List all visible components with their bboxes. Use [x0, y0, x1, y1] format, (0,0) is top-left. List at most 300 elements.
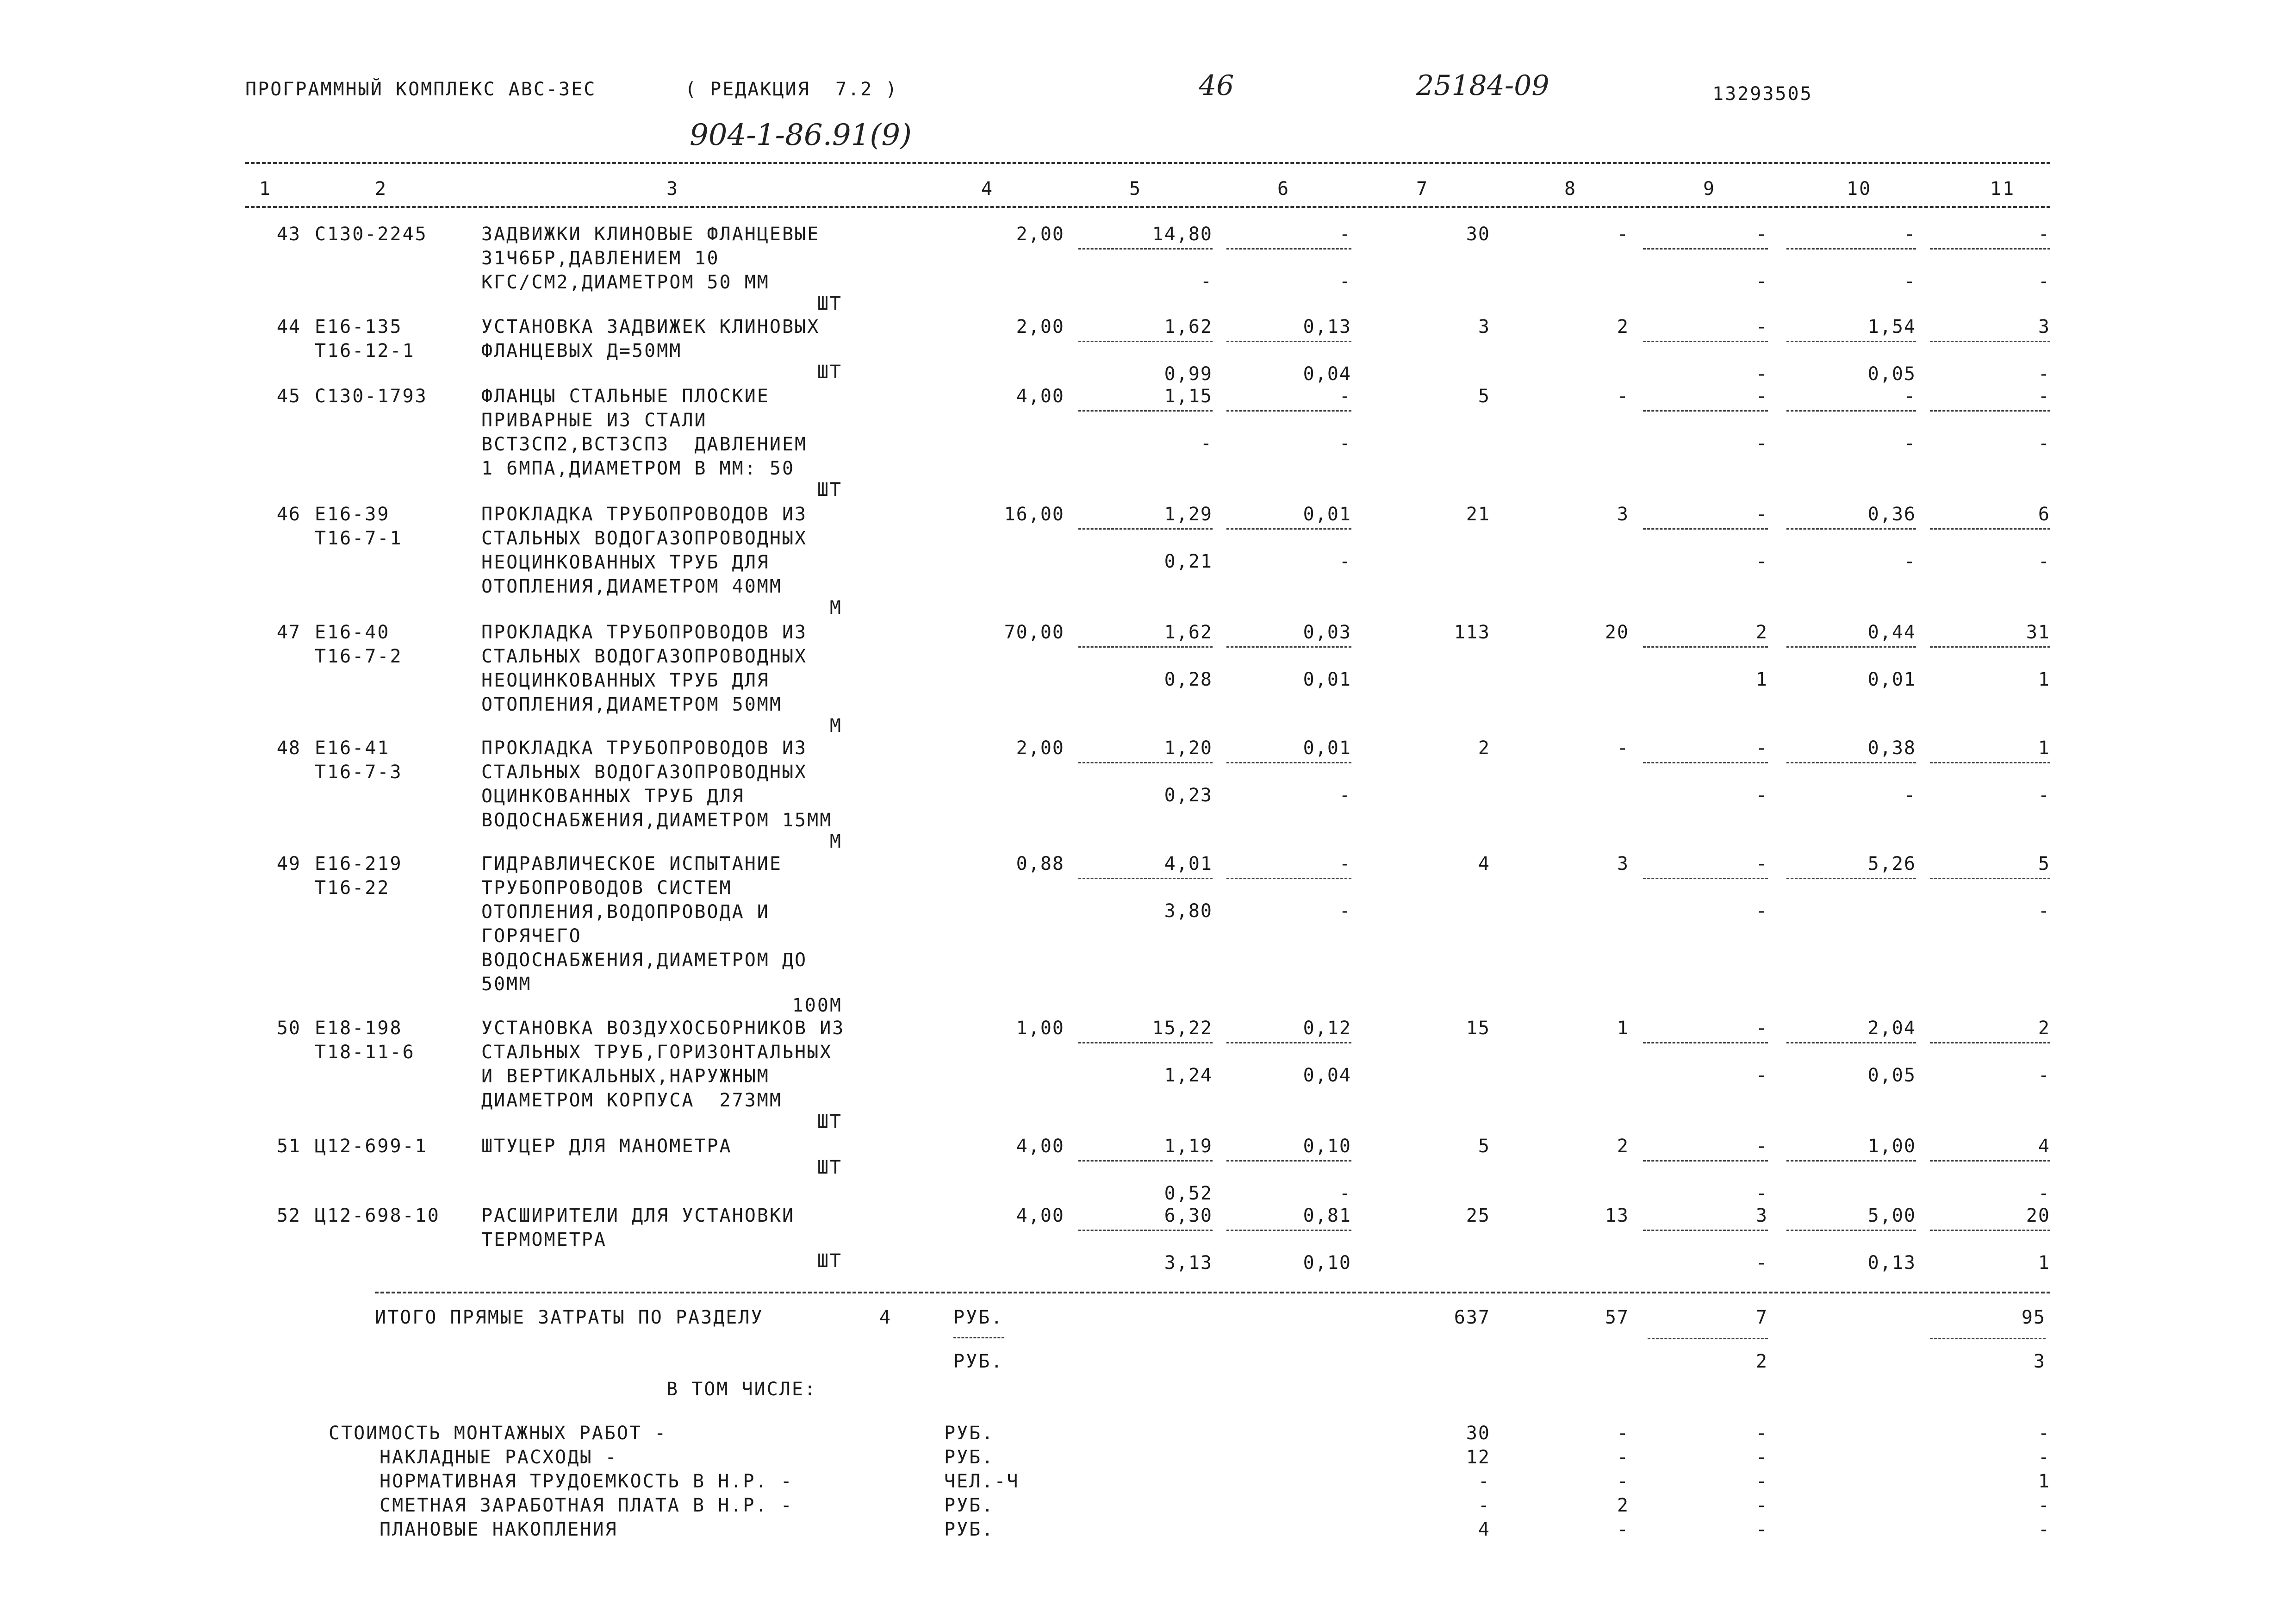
row-c9b: - [1755, 1183, 1768, 1204]
row-c8: 3 [1617, 853, 1629, 874]
row-rule [1643, 1230, 1768, 1231]
row-description: РАСШИРИТЕЛИ ДЛЯ УСТАНОВКИ [481, 1205, 795, 1226]
row-description: 31Ч6БР,ДАВЛЕНИЕМ 10 [481, 248, 720, 269]
row-description: СТАЛЬНЫХ ТРУБ,ГОРИЗОНТАЛЬНЫХ [481, 1042, 833, 1063]
edition-label: ( РЕДАКЦИЯ 7.2 ) [685, 79, 898, 100]
summary-col9: - [1755, 1423, 1768, 1444]
row-c5: 4,01 [1164, 853, 1213, 874]
row-description: ПРОКЛАДКА ТРУБОПРОВОДОВ ИЗ [481, 737, 808, 759]
summary-col7: - [1478, 1495, 1490, 1516]
summary-unit: ЧЕЛ.-Ч [944, 1471, 1020, 1492]
row-code: С130-2245 [315, 224, 428, 245]
row-qty: 2,00 [1016, 737, 1064, 759]
total-col7: 637 [1454, 1307, 1490, 1328]
row-rule [1930, 1042, 2050, 1043]
row-rule [1786, 248, 1916, 250]
row-code: Е18-198 [315, 1018, 403, 1039]
summary-col9: - [1755, 1471, 1768, 1492]
summary-col8: - [1617, 1447, 1629, 1468]
row-c6b: - [1339, 433, 1351, 454]
summary-col8: - [1617, 1423, 1629, 1444]
row-c9: - [1755, 504, 1768, 525]
row-code: Т18-11-6 [315, 1042, 415, 1063]
row-c5: 14,80 [1152, 224, 1213, 245]
document-number: 25184-09 [1416, 69, 1549, 102]
row-c7: 25 [1466, 1205, 1490, 1226]
row-rule [1643, 410, 1768, 412]
row-c7: 2 [1478, 737, 1490, 759]
row-c5b: 0,21 [1164, 551, 1213, 572]
row-c5b: - [1200, 433, 1213, 454]
row-c5: 1,19 [1164, 1136, 1213, 1157]
row-description: 50ММ [481, 974, 532, 995]
row-c7: 5 [1478, 1136, 1490, 1157]
row-c5b: 0,99 [1164, 363, 1213, 385]
total-unit-second: РУБ. [953, 1351, 1004, 1372]
row-c8: - [1617, 737, 1629, 759]
row-c9: - [1755, 386, 1768, 407]
row-c10: 1,54 [1867, 316, 1916, 337]
row-rule [1643, 762, 1768, 763]
row-c11: 3 [2038, 316, 2050, 337]
row-unit: 100М [792, 995, 842, 1016]
row-rule [1226, 1230, 1351, 1231]
row-rule [1226, 646, 1351, 648]
row-c10: 0,44 [1867, 622, 1916, 643]
row-number: 47 [276, 622, 301, 643]
row-c10b: 0,05 [1867, 1065, 1916, 1086]
row-description: УСТАНОВКА ВОЗДУХОСБОРНИКОВ ИЗ [481, 1018, 845, 1039]
row-rule [1078, 248, 1213, 250]
summary-col8: 2 [1617, 1495, 1629, 1516]
row-c10b: - [1904, 433, 1916, 454]
summary-col8: - [1617, 1471, 1629, 1492]
summary-col9: - [1755, 1495, 1768, 1516]
row-rule [1078, 1042, 1213, 1043]
row-c9b: 1 [1755, 669, 1768, 690]
row-c6b: 0,01 [1303, 669, 1351, 690]
row-rule [1930, 248, 2050, 250]
row-c8: 2 [1617, 316, 1629, 337]
summary-col11: - [2038, 1495, 2050, 1516]
row-c10b: - [1904, 271, 1916, 292]
row-rule [1226, 1042, 1351, 1043]
total-col9-rule [1648, 1338, 1768, 1339]
row-c6: 0,01 [1303, 737, 1351, 759]
row-c11b: - [2038, 900, 2050, 922]
row-c9: - [1755, 853, 1768, 874]
row-rule [1643, 878, 1768, 879]
row-description: УСТАНОВКА ЗАДВИЖЕК КЛИНОВЫХ [481, 316, 820, 337]
summary-unit: РУБ. [944, 1423, 995, 1444]
column-number-9: 9 [1703, 178, 1716, 200]
row-c10: - [1904, 224, 1916, 245]
total-col9: 7 [1755, 1307, 1768, 1328]
row-c7: 15 [1466, 1018, 1490, 1039]
row-rule [1226, 878, 1351, 879]
row-c6: 0,13 [1303, 316, 1351, 337]
row-rule [1786, 341, 1916, 342]
row-number: 43 [276, 224, 301, 245]
row-code: Т16-7-1 [315, 528, 403, 549]
row-number: 44 [276, 316, 301, 337]
row-c9: - [1755, 224, 1768, 245]
row-c6: 0,01 [1303, 504, 1351, 525]
summary-col7: 4 [1478, 1519, 1490, 1540]
row-c7: 30 [1466, 224, 1490, 245]
summary-col11: 1 [2038, 1471, 2050, 1492]
row-rule [1078, 1230, 1213, 1231]
row-c5b: 0,52 [1164, 1183, 1213, 1204]
row-unit: ШТ [817, 293, 842, 314]
column-number-5: 5 [1129, 178, 1142, 200]
row-code: Ц12-698-10 [315, 1205, 440, 1226]
row-c5: 1,15 [1164, 386, 1213, 407]
row-c9b: - [1755, 900, 1768, 922]
row-c11: 20 [2026, 1205, 2050, 1226]
row-c11: 2 [2038, 1018, 2050, 1039]
row-description: 1 6МПА,ДИАМЕТРОМ В ММ: 50 [481, 458, 795, 479]
row-code: Е16-39 [315, 504, 390, 525]
row-c6b: - [1339, 785, 1351, 806]
row-c9b: - [1755, 433, 1768, 454]
row-c8: 20 [1605, 622, 1629, 643]
row-c10b: - [1904, 785, 1916, 806]
row-rule [1078, 878, 1213, 879]
row-c11: 5 [2038, 853, 2050, 874]
row-c6: - [1339, 224, 1351, 245]
row-rule [1786, 646, 1916, 648]
row-unit: ШТ [817, 1111, 842, 1132]
row-qty: 4,00 [1016, 1136, 1064, 1157]
column-number-6: 6 [1277, 178, 1290, 200]
summary-unit: РУБ. [944, 1447, 995, 1468]
row-c5: 1,62 [1164, 622, 1213, 643]
row-description: ДИАМЕТРОМ КОРПУСА 273ММ [481, 1090, 782, 1111]
row-code: Т16-12-1 [315, 340, 415, 362]
row-c10: 0,38 [1867, 737, 1916, 759]
row-c6: - [1339, 386, 1351, 407]
row-rule [1786, 878, 1916, 879]
row-qty: 2,00 [1016, 224, 1064, 245]
row-rule [1078, 528, 1213, 530]
row-c8: 13 [1605, 1205, 1629, 1226]
row-c8: - [1617, 224, 1629, 245]
row-c6: 0,10 [1303, 1136, 1351, 1157]
row-c10: 1,00 [1867, 1136, 1916, 1157]
total-section: 4 [879, 1307, 892, 1328]
row-c9b: - [1755, 551, 1768, 572]
page-number: 46 [1199, 69, 1234, 102]
summary-label: СТОИМОСТЬ МОНТАЖНЫХ РАБОТ - [329, 1423, 667, 1444]
row-rule [1078, 410, 1213, 412]
row-description: ВСТ3СП2,ВСТ3СП3 ДАВЛЕНИЕМ [481, 434, 808, 455]
summary-label: СМЕТНАЯ ЗАРАБОТНАЯ ПЛАТА В Н.Р. - [380, 1495, 793, 1516]
total-label: ИТОГО ПРЯМЫЕ ЗАТРАТЫ ПО РАЗДЕЛУ [375, 1307, 764, 1328]
row-c11b: - [2038, 1183, 2050, 1204]
row-number: 51 [276, 1136, 301, 1157]
row-c9b: - [1755, 363, 1768, 385]
row-rule [1930, 1160, 2050, 1162]
row-unit: ШТ [817, 362, 842, 383]
summary-unit: РУБ. [944, 1495, 995, 1516]
row-c5b: 3,80 [1164, 900, 1213, 922]
row-rule [1226, 528, 1351, 530]
row-rule [1930, 762, 2050, 763]
row-rule [1786, 762, 1916, 763]
row-rule [1930, 341, 2050, 342]
row-description: СТАЛЬНЫХ ВОДОГАЗОПРОВОДНЫХ [481, 762, 808, 783]
row-description: ОТОПЛЕНИЯ,ДИАМЕТРОМ 40ММ [481, 576, 782, 597]
row-c11: 4 [2038, 1136, 2050, 1157]
including-heading: В ТОМ ЧИСЛЕ: [666, 1379, 817, 1400]
row-c9b: - [1755, 785, 1768, 806]
summary-col7: - [1478, 1471, 1490, 1492]
row-rule [1226, 410, 1351, 412]
column-number-7: 7 [1416, 178, 1429, 200]
project-number: 904-1-86.91(9) [690, 118, 912, 152]
row-description: ТЕРМОМЕТРА [481, 1229, 607, 1250]
row-c6b: 0,04 [1303, 363, 1351, 385]
total-col9-second: 2 [1755, 1351, 1768, 1372]
row-c5b: 3,13 [1164, 1252, 1213, 1274]
row-c6b: 0,10 [1303, 1252, 1351, 1274]
row-c6b: 0,04 [1303, 1065, 1351, 1086]
row-c8: - [1617, 386, 1629, 407]
row-rule [1643, 1160, 1768, 1162]
row-rule [1786, 528, 1916, 530]
row-c5: 1,29 [1164, 504, 1213, 525]
row-rule [1078, 1160, 1213, 1162]
row-c11b: 1 [2038, 1252, 2050, 1274]
column-number-10: 10 [1847, 178, 1872, 200]
total-col11-second: 3 [2033, 1351, 2046, 1372]
row-c8: 3 [1617, 504, 1629, 525]
row-description: ЗАДВИЖКИ КЛИНОВЫЕ ФЛАНЦЕВЫЕ [481, 224, 820, 245]
total-unit-rule [953, 1337, 1004, 1338]
row-c9: - [1755, 1018, 1768, 1039]
row-rule [1786, 1230, 1916, 1231]
row-c5: 15,22 [1152, 1018, 1213, 1039]
row-description: ВОДОСНАБЖЕНИЯ,ДИАМЕТРОМ ДО [481, 949, 808, 971]
row-qty: 1,00 [1016, 1018, 1064, 1039]
row-c6: - [1339, 853, 1351, 874]
row-c11b: - [2038, 271, 2050, 292]
row-description: ГИДРАВЛИЧЕСКОЕ ИСПЫТАНИЕ [481, 853, 782, 874]
row-c9b: - [1755, 1252, 1768, 1274]
total-col11-rule [1930, 1338, 2046, 1339]
row-c6: 0,12 [1303, 1018, 1351, 1039]
row-c11: 6 [2038, 504, 2050, 525]
column-number-1: 1 [259, 178, 272, 200]
row-rule [1930, 528, 2050, 530]
summary-label: ПЛАНОВЫЕ НАКОПЛЕНИЯ [380, 1519, 618, 1540]
column-number-3: 3 [666, 178, 679, 200]
row-code: Е16-40 [315, 622, 390, 643]
row-number: 49 [276, 853, 301, 874]
row-c11b: - [2038, 363, 2050, 385]
row-c6b: - [1339, 271, 1351, 292]
row-c5: 1,62 [1164, 316, 1213, 337]
row-c11b: - [2038, 433, 2050, 454]
row-rule [1226, 248, 1351, 250]
row-c9: - [1755, 737, 1768, 759]
row-qty: 70,00 [1004, 622, 1064, 643]
row-number: 48 [276, 737, 301, 759]
summary-col11: - [2038, 1519, 2050, 1540]
row-rule [1930, 646, 2050, 648]
column-number-8: 8 [1564, 178, 1577, 200]
row-c10: 5,26 [1867, 853, 1916, 874]
row-c5b: 0,28 [1164, 669, 1213, 690]
row-c8: 2 [1617, 1136, 1629, 1157]
row-c9: - [1755, 1136, 1768, 1157]
row-rule [1226, 762, 1351, 763]
row-rule [1786, 1160, 1916, 1162]
row-rule [1643, 248, 1768, 250]
row-description: ФЛАНЦЫ СТАЛЬНЫЕ ПЛОСКИЕ [481, 386, 770, 407]
row-code: Т16-7-3 [315, 762, 403, 783]
row-rule [1930, 410, 2050, 412]
header-rule-top [245, 162, 2050, 164]
row-rule [1643, 528, 1768, 530]
row-description: ШТУЦЕР ДЛЯ МАНОМЕТРА [481, 1136, 732, 1157]
row-c7: 5 [1478, 386, 1490, 407]
summary-col9: - [1755, 1447, 1768, 1468]
row-rule [1226, 341, 1351, 342]
row-c7: 4 [1478, 853, 1490, 874]
row-unit: М [829, 831, 842, 852]
row-c11: 1 [2038, 737, 2050, 759]
column-number-4: 4 [981, 178, 994, 200]
summary-col9: - [1755, 1519, 1768, 1540]
row-c6b: - [1339, 1183, 1351, 1204]
document-code: 13293505 [1712, 83, 1813, 105]
row-rule [1786, 410, 1916, 412]
total-col8: 57 [1605, 1307, 1629, 1328]
row-rule [1226, 1160, 1351, 1162]
total-rule [375, 1292, 2050, 1293]
row-qty: 4,00 [1016, 1205, 1064, 1226]
row-c5b: - [1200, 271, 1213, 292]
row-description: ВОДОСНАБЖЕНИЯ,ДИАМЕТРОМ 15ММ [481, 810, 833, 831]
row-code: Ц12-699-1 [315, 1136, 428, 1157]
row-rule [1930, 1230, 2050, 1231]
row-rule [1643, 1042, 1768, 1043]
row-unit: ШТ [817, 479, 842, 500]
row-description: НЕОЦИНКОВАННЫХ ТРУБ ДЛЯ [481, 552, 770, 573]
row-rule [1078, 646, 1213, 648]
row-rule [1930, 878, 2050, 879]
row-c7: 3 [1478, 316, 1490, 337]
row-c10: 2,04 [1867, 1018, 1916, 1039]
summary-col8: - [1617, 1519, 1629, 1540]
row-c5b: 1,24 [1164, 1065, 1213, 1086]
row-qty: 2,00 [1016, 316, 1064, 337]
row-c11: - [2038, 224, 2050, 245]
summary-label: НОРМАТИВНАЯ ТРУДОЕМКОСТЬ В Н.Р. - [380, 1471, 793, 1492]
row-description: ПРОКЛАДКА ТРУБОПРОВОДОВ ИЗ [481, 622, 808, 643]
row-c9b: - [1755, 271, 1768, 292]
row-description: ОЦИНКОВАННЫХ ТРУБ ДЛЯ [481, 786, 745, 807]
row-c10: 5,00 [1867, 1205, 1916, 1226]
summary-col11: - [2038, 1447, 2050, 1468]
row-description: ФЛАНЦЕВЫХ Д=50ММ [481, 340, 682, 362]
program-title: ПРОГРАММНЫЙ КОМПЛЕКС АВС-3ЕС [245, 79, 597, 100]
row-c5b: 0,23 [1164, 785, 1213, 806]
row-unit: М [829, 597, 842, 618]
row-rule [1643, 341, 1768, 342]
row-description: СТАЛЬНЫХ ВОДОГАЗОПРОВОДНЫХ [481, 528, 808, 549]
row-c10b: 0,13 [1867, 1252, 1916, 1274]
column-number-2: 2 [375, 178, 388, 200]
header-rule-bottom [245, 206, 2050, 208]
row-code: Е16-41 [315, 737, 390, 759]
row-c10b: 0,01 [1867, 669, 1916, 690]
row-c11b: - [2038, 551, 2050, 572]
summary-col7: 12 [1466, 1447, 1490, 1468]
total-col11: 95 [2021, 1307, 2046, 1328]
row-c10b: 0,05 [1867, 363, 1916, 385]
row-c10b: - [1904, 551, 1916, 572]
row-c11b: - [2038, 1065, 2050, 1086]
row-qty: 0,88 [1016, 853, 1064, 874]
row-c6b: - [1339, 551, 1351, 572]
row-code: Е16-219 [315, 853, 403, 874]
row-c7: 21 [1466, 504, 1490, 525]
row-number: 50 [276, 1018, 301, 1039]
row-c11: - [2038, 386, 2050, 407]
row-qty: 4,00 [1016, 386, 1064, 407]
row-c6: 0,03 [1303, 622, 1351, 643]
row-c5: 1,20 [1164, 737, 1213, 759]
row-c9: 3 [1755, 1205, 1768, 1226]
row-c11: 31 [2026, 622, 2050, 643]
row-c5: 6,30 [1164, 1205, 1213, 1226]
summary-label: НАКЛАДНЫЕ РАСХОДЫ - [380, 1447, 618, 1468]
row-description: ОТОПЛЕНИЯ,ВОДОПРОВОДА И [481, 901, 770, 923]
row-number: 45 [276, 386, 301, 407]
row-c6: 0,81 [1303, 1205, 1351, 1226]
summary-col7: 30 [1466, 1423, 1490, 1444]
row-c6b: - [1339, 900, 1351, 922]
row-c11b: - [2038, 785, 2050, 806]
row-unit: М [829, 715, 842, 737]
row-c9: - [1755, 316, 1768, 337]
column-number-11: 11 [1990, 178, 2016, 200]
row-code: Т16-22 [315, 877, 390, 899]
row-c10: - [1904, 386, 1916, 407]
row-c10: 0,36 [1867, 504, 1916, 525]
row-rule [1786, 1042, 1916, 1043]
total-unit: РУБ. [953, 1307, 1004, 1328]
row-rule [1078, 341, 1213, 342]
row-c11b: 1 [2038, 669, 2050, 690]
row-description: ПРОКЛАДКА ТРУБОПРОВОДОВ ИЗ [481, 504, 808, 525]
summary-unit: РУБ. [944, 1519, 995, 1540]
row-rule [1643, 646, 1768, 648]
row-code: С130-1793 [315, 386, 428, 407]
row-code: Е16-135 [315, 316, 403, 337]
row-description: ТРУБОПРОВОДОВ СИСТЕМ [481, 877, 732, 899]
row-qty: 16,00 [1004, 504, 1064, 525]
row-description: ГОРЯЧЕГО [481, 925, 582, 947]
row-description: ОТОПЛЕНИЯ,ДИАМЕТРОМ 50ММ [481, 694, 782, 715]
row-description: ПРИВАРНЫЕ ИЗ СТАЛИ [481, 410, 707, 431]
row-description: СТАЛЬНЫХ ВОДОГАЗОПРОВОДНЫХ [481, 646, 808, 667]
row-unit: ШТ [817, 1157, 842, 1178]
row-description: И ВЕРТИКАЛЬНЫХ,НАРУЖНЫМ [481, 1066, 770, 1087]
